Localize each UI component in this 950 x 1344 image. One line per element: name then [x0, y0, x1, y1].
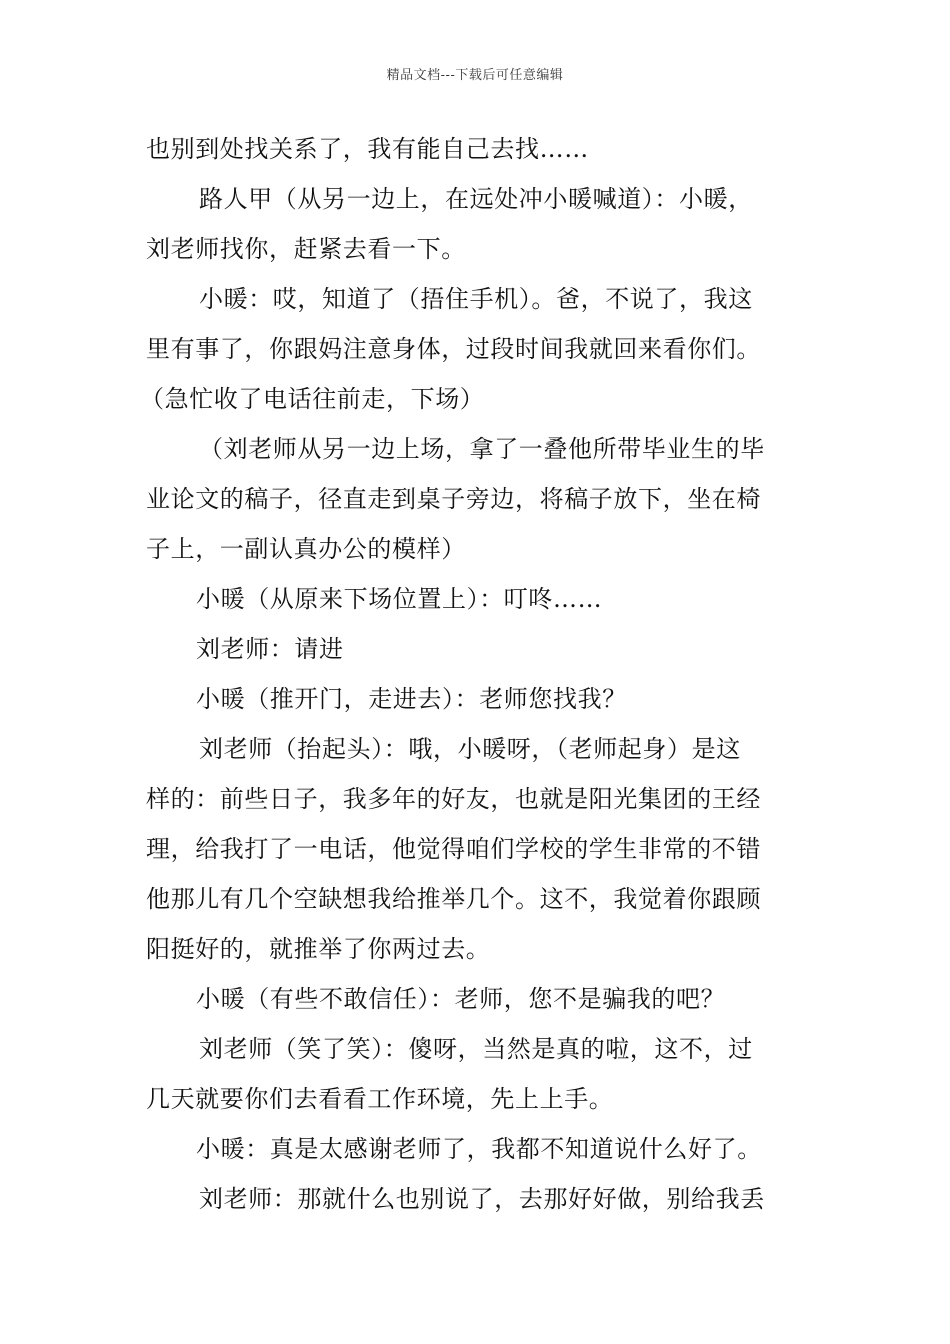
text-line: 刘老师找你，赶紧去看一下。 [146, 235, 466, 263]
text-line: 他那儿有几个空缺想我给推举几个。这不，我觉着你跟顾 [146, 885, 761, 913]
page-header: 精品文档---下载后可任意编辑 [386, 68, 564, 83]
text-line: 路人甲（从另一边上，在远处冲小暖喊道）：小暖， [199, 185, 753, 213]
text-line: 小暖：真是太感谢老师了，我都不知道说什么好了。 [196, 1135, 762, 1163]
text-line: 刘老师：那就什么也别说了，去那好好做，别给我丢 [199, 1185, 765, 1213]
text-line: 小暖（有些不敢信任）：老师，您不是骗我的吧？ [196, 985, 726, 1013]
text-line: 也别到处找关系了，我有能自己去找…… [146, 135, 589, 163]
text-line: 刘老师：请进 [196, 635, 344, 663]
text-line: 理，给我打了一电话，他觉得咱们学校的学生非常的不错 [146, 835, 761, 863]
text-line: （急忙收了电话往前走，下场） [140, 385, 485, 413]
text-line: 小暖（推开门，走进去）：老师您找我？ [196, 685, 627, 713]
text-line: 业论文的稿子，径直走到桌子旁边，将稿子放下，坐在椅 [146, 485, 761, 513]
text-line: （刘老师从另一边上场，拿了一叠他所带毕业生的毕 [199, 435, 765, 463]
text-line: 阳挺好的，就推举了你两过去。 [146, 935, 491, 963]
text-line: 几天就要你们去看看工作环境，先上上手。 [146, 1085, 614, 1113]
text-line: 子上，一副认真办公的模样） [146, 535, 466, 563]
text-line: 里有事了，你跟妈注意身体，过段时间我就回来看你们。 [146, 335, 761, 363]
text-line: 小暖：哎，知道了（捂住手机）。爸，不说了，我这 [199, 285, 753, 313]
text-line: 刘老师（笑了笑）：傻呀，当然是真的啦，这不，过 [199, 1035, 753, 1063]
text-line: 样的：前些日子，我多年的好友，也就是阳光集团的王经 [146, 785, 761, 813]
text-line: 小暖（从原来下场位置上）：叮咚…… [196, 585, 603, 613]
text-line: 刘老师（抬起头）：哦，小暖呀，（老师起身）是这 [199, 735, 741, 763]
